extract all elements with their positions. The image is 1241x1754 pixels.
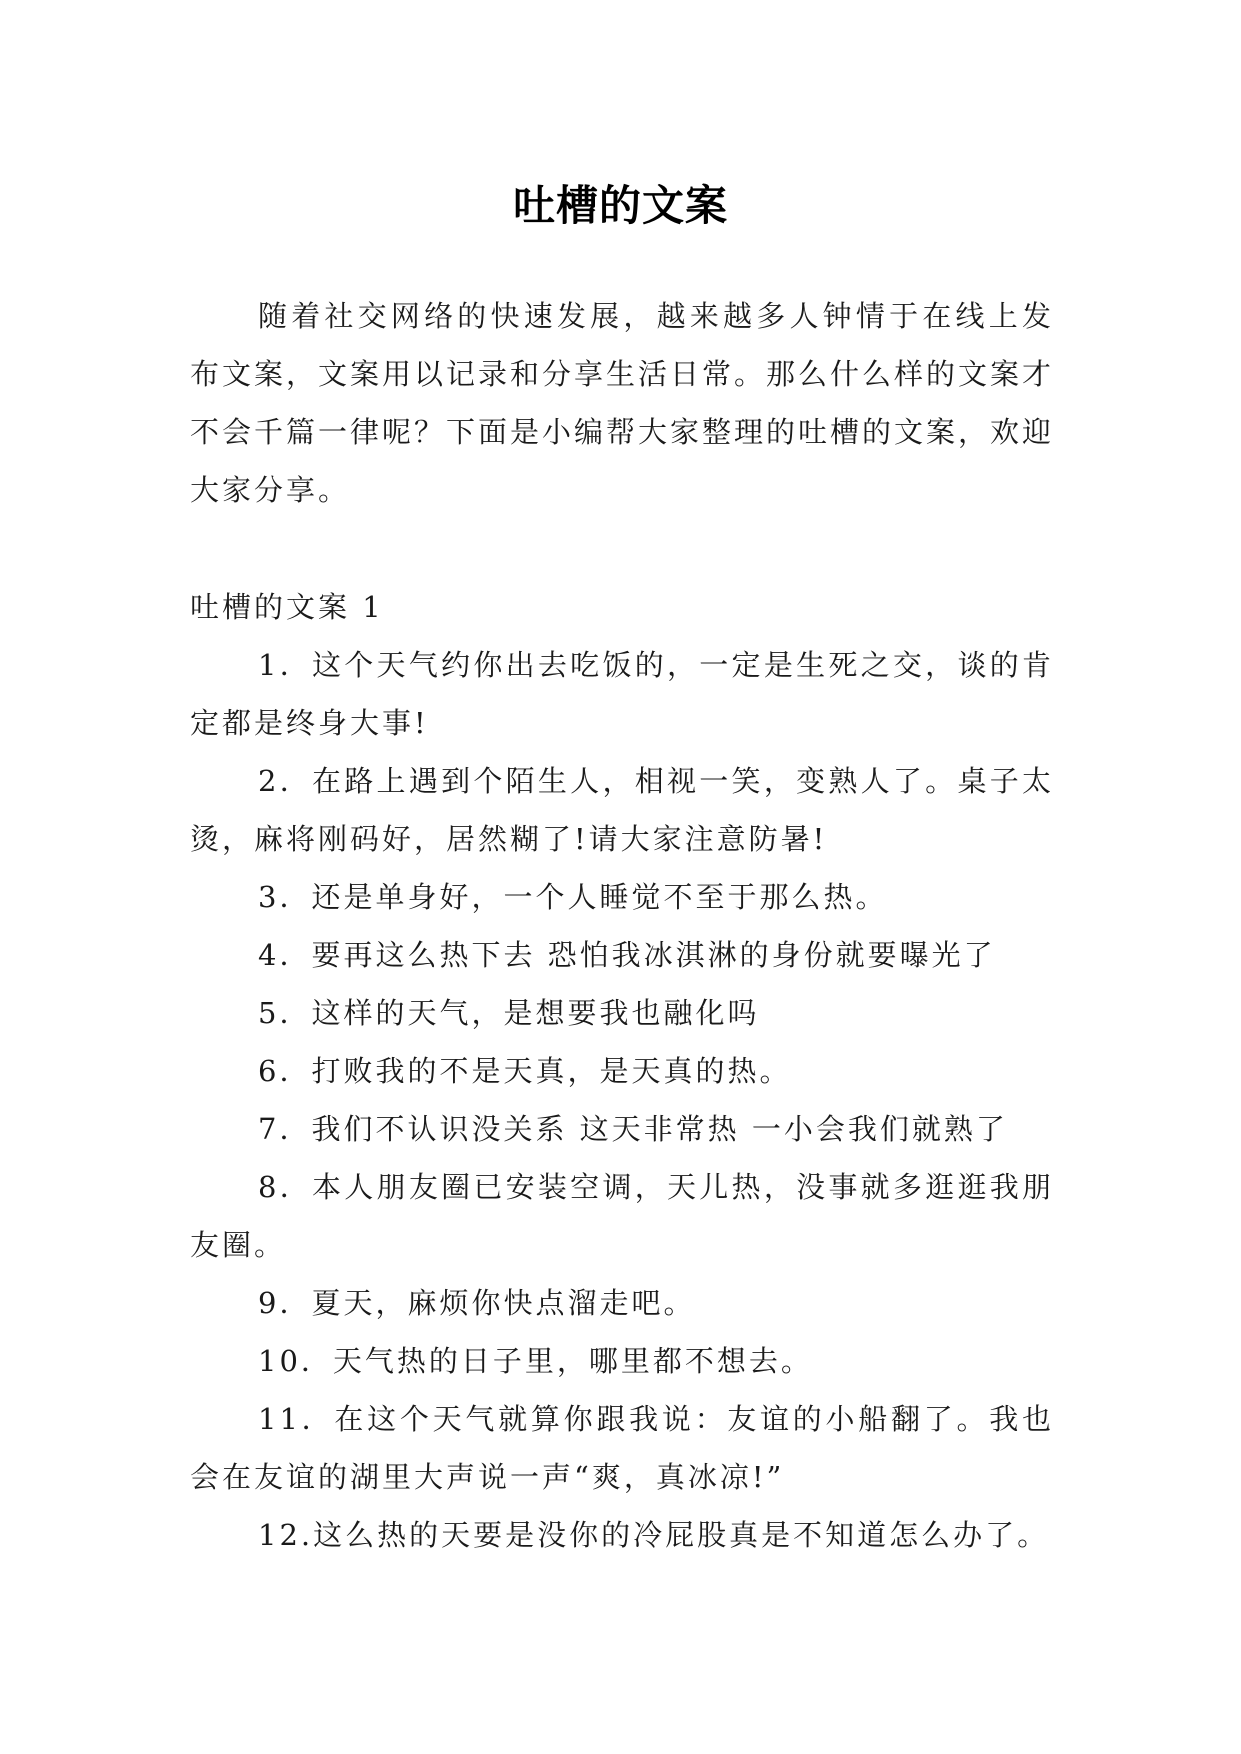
list-item-8: 8．本人朋友圈已安装空调，天儿热，没事就多逛逛我朋友圈。 [190, 1170, 1054, 1262]
list-item-4: 4．要再这么热下去 恐怕我冰淇淋的身份就要曝光了 [258, 938, 996, 972]
list-item-2: 2．在路上遇到个陌生人，相视一笑，变熟人了。桌子太烫，麻将刚码好，居然糊了!请大家注意防暑! [190, 764, 1054, 856]
list-item-6: 6．打败我的不是天真，是天真的热。 [258, 1054, 792, 1088]
list-item-12: 12.这么热的天要是没你的冷屁股真是不知道怎么办了。 [258, 1518, 1050, 1552]
list-item-3: 3．还是单身好，一个人睡觉不至于那么热。 [258, 880, 888, 914]
list-item-5: 5．这样的天气，是想要我也融化吗 [258, 996, 760, 1030]
list-item-10: 10．天气热的日子里，哪里都不想去。 [258, 1344, 813, 1378]
list-item-1: 1．这个天气约你出去吃饭的，一定是生死之交，谈的肯定都是终身大事! [190, 648, 1054, 740]
list-item-9: 9．夏天，麻烦你快点溜走吧。 [258, 1286, 696, 1320]
section-block [190, 578, 1054, 1564]
section-heading: 吐槽的文案 1 [190, 590, 384, 624]
list-item-7: 7．我们不认识没关系 这天非常热 一小会我们就熟了 [258, 1112, 1008, 1146]
list-item-11: 11．在这个天气就算你跟我说：友谊的小船翻了。我也会在友谊的湖里大声说一声“爽，真冰凉!” [190, 1402, 1054, 1494]
page-title: 吐槽的文案 [512, 181, 728, 231]
intro-block [190, 287, 1054, 519]
intro-paragraph: 随着社交网络的快速发展，越来越多人钟情于在线上发布文案，文案用以记录和分享生活日常。那么什么样的文案才不会千篇一律呢？下面是小编帮大家整理的吐槽的文案，欢迎大家分享。 [190, 299, 1055, 507]
